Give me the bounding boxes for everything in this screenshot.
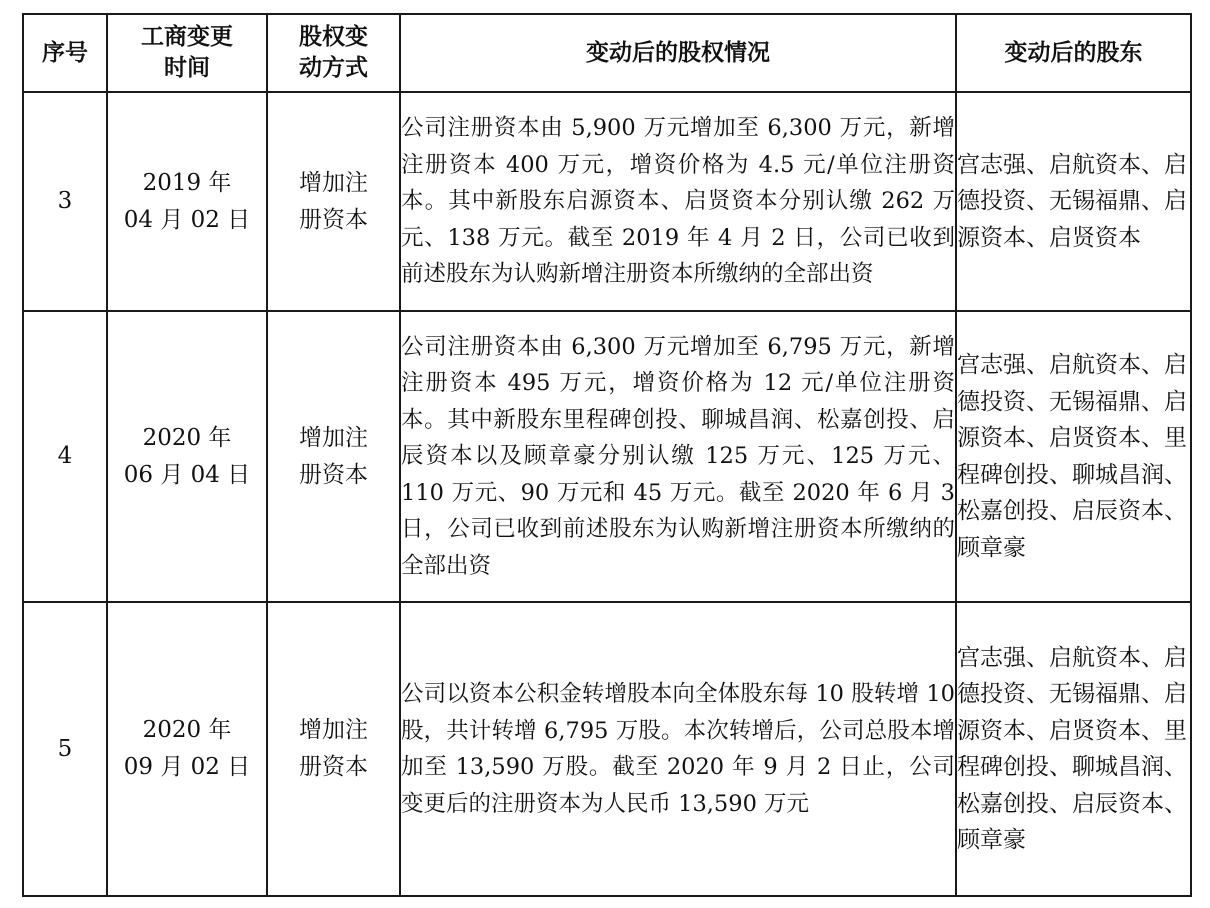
row-detail: 公司注册资本由 6,300 万元增加至 6,795 万元，新增注册资本 495 万元，增资价格为 12 元/单位注册资本。其中新股东里程碑创投、聊城昌润、松嘉创投、启辰资本以及顾章豪分别认缴 125 万元、125 万元、110 万元、90 万元和 45 万元。截至 2020 年 6 月 3 日，公司已收到前述股东为认购新增注册资本所缴纳的全部出资 <box>400 311 956 602</box>
header-method-line2: 动方式 <box>299 55 368 81</box>
header-no: 序号 <box>23 14 107 92</box>
header-date-line1: 工商变更 <box>141 24 233 50</box>
row-method-line2: 册资本 <box>299 206 368 233</box>
row-method <box>267 92 400 311</box>
row-holders: 宫志强、启航资本、启德投资、无锡福鼎、启源资本、启贤资本、里程碑创投、聊城昌润、松嘉创投、启辰资本、顾章豪 <box>956 311 1191 602</box>
row-holders: 宫志强、启航资本、启德投资、无锡福鼎、启源资本、启贤资本 <box>956 92 1191 311</box>
row-date <box>107 92 267 311</box>
header-method-line1: 股权变 <box>299 24 368 50</box>
row-method-line2: 册资本 <box>299 754 368 780</box>
row-date-day: 04 月 02 日 <box>123 206 251 233</box>
row-date-day: 06 月 04 日 <box>123 461 251 488</box>
row-method-line1: 增加注 <box>299 424 368 451</box>
row-method-line1: 增加注 <box>299 169 368 196</box>
row-method <box>267 602 400 896</box>
row-date-day: 09 月 02 日 <box>123 754 251 780</box>
header-detail: 变动后的股权情况 <box>400 14 956 92</box>
row-date <box>107 602 267 896</box>
row-detail: 公司以资本公积金转增股本向全体股东每 10 股转增 10 股，共计转增 6,795 万股。本次转增后，公司总股本增加至 13,590 万股。截至 2020 年 9 月 2 日止，公司变更后的注册资本为人民币 13,590 万元 <box>400 602 956 896</box>
row-date-year: 2020 年 <box>142 717 232 743</box>
header-holders: 变动后的股东 <box>956 14 1191 92</box>
row-no: 5 <box>23 602 107 896</box>
header-row <box>23 14 1191 92</box>
header-date-line2: 时间 <box>164 55 210 81</box>
row-method-line1: 增加注 <box>299 717 368 743</box>
row-no: 3 <box>23 92 107 311</box>
row-method-line2: 册资本 <box>299 461 368 488</box>
row-date-year: 2020 年 <box>142 424 232 451</box>
row-method <box>267 311 400 602</box>
row-holders: 宫志强、启航资本、启德投资、无锡福鼎、启源资本、启贤资本、里程碑创投、聊城昌润、松嘉创投、启辰资本、顾章豪 <box>956 602 1191 896</box>
header-method <box>267 14 400 92</box>
row-date-year: 2019 年 <box>142 169 232 196</box>
table-row <box>23 92 1191 311</box>
header-date <box>107 14 267 92</box>
row-date <box>107 311 267 602</box>
row-detail: 公司注册资本由 5,900 万元增加至 6,300 万元，新增注册资本 400 万元，增资价格为 4.5 元/单位注册资本。其中新股东启源资本、启贤资本分别认缴 262 万元、138 万元。截至 2019 年 4 月 2 日，公司已收到前述股东为认购新增注册资本所缴纳的全部出资 <box>400 92 956 311</box>
table-row <box>23 311 1191 602</box>
row-no: 4 <box>23 311 107 602</box>
equity-change-table <box>22 13 1192 897</box>
table-row <box>23 602 1191 896</box>
